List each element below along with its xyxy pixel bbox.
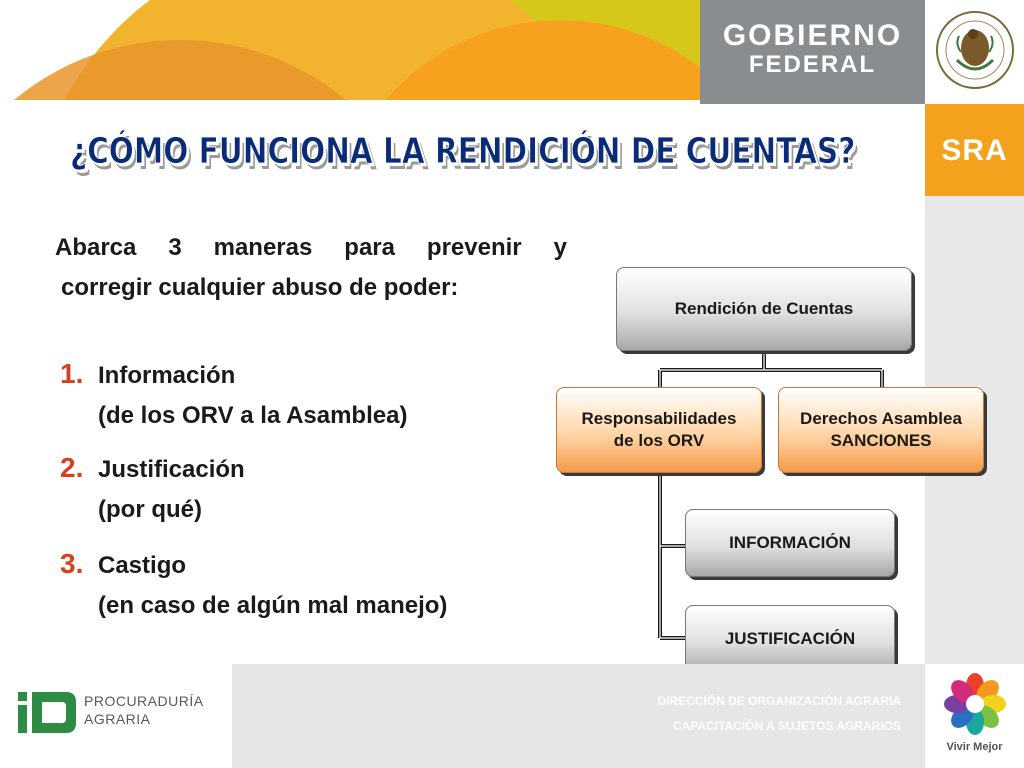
pa-line1: PROCURADURÍA — [84, 693, 204, 709]
procuraduria-agraria-label — [84, 692, 204, 728]
intro-word: Abarca — [55, 234, 137, 261]
header-banner — [0, 0, 700, 104]
list-item — [60, 544, 447, 626]
intro-line1 — [55, 228, 567, 268]
sra-logo — [925, 104, 1024, 196]
root-label: Rendición de Cuentas — [674, 299, 854, 318]
gov-line1: GOBIERNO — [722, 19, 903, 52]
intro-word: maneras — [213, 234, 313, 261]
intro-line2: corregir cualquier abuso de poder: — [61, 274, 459, 301]
diagram-right-node — [778, 387, 984, 473]
seal-container — [925, 0, 1024, 104]
mexican-eagle-seal-icon — [925, 0, 1024, 104]
pa-line2: AGRARIA — [84, 711, 151, 727]
slide-title: ¿CÓMO FUNCIONA LA RENDICIÓN DE CUENTAS? — [70, 131, 856, 172]
list-number: 1. — [60, 358, 84, 389]
diagram-child-justificacion — [685, 605, 895, 673]
intro-paragraph — [55, 228, 567, 308]
list-item — [60, 448, 245, 530]
list-label: Justificación — [98, 456, 245, 483]
diagram-left-node — [556, 387, 762, 473]
list-number: 3. — [60, 548, 84, 579]
procuraduria-agraria-icon — [18, 690, 78, 736]
sra-label: SRA — [941, 134, 1008, 167]
list-item — [60, 354, 407, 436]
left-label-line1: Responsabilidades — [581, 409, 737, 428]
intro-word: prevenir — [426, 234, 522, 261]
child2-label: JUSTIFICACIÓN — [724, 629, 856, 648]
right-label-line1: Derechos Asamblea — [800, 409, 962, 428]
intro-word: para — [344, 234, 395, 261]
intro-word: y — [553, 234, 567, 261]
diagram-child-informacion — [685, 509, 895, 577]
child1-label: INFORMACIÓN — [729, 533, 851, 552]
banner-shapes — [0, 0, 700, 104]
gov-line2: FEDERAL — [748, 51, 877, 78]
right-label-line2: SANCIONES — [830, 431, 932, 450]
footer-band — [232, 664, 925, 768]
intro-word: 3 — [168, 234, 182, 261]
gobierno-federal-logo — [700, 0, 925, 104]
footer-line1: DIRECCIÓN DE ORGANIZACIÓN AGRARIA — [657, 694, 901, 708]
footer-line2: CAPACITACIÓN A SUJETOS AGRARIOS — [672, 719, 901, 733]
list-label: Información — [98, 362, 236, 389]
list-sublabel: (en caso de algún mal manejo) — [98, 592, 448, 619]
left-label-line2: de los ORV — [613, 431, 705, 450]
list-sublabel: (de los ORV a la Asamblea) — [98, 402, 408, 429]
diagram-root-node — [616, 267, 912, 351]
list-number: 2. — [60, 452, 84, 483]
vivir-mejor-label: Vivir Mejor — [946, 741, 1003, 753]
list-sublabel: (por qué) — [98, 496, 202, 523]
vivir-mejor-logo — [925, 664, 1024, 768]
list-label: Castigo — [98, 552, 187, 579]
